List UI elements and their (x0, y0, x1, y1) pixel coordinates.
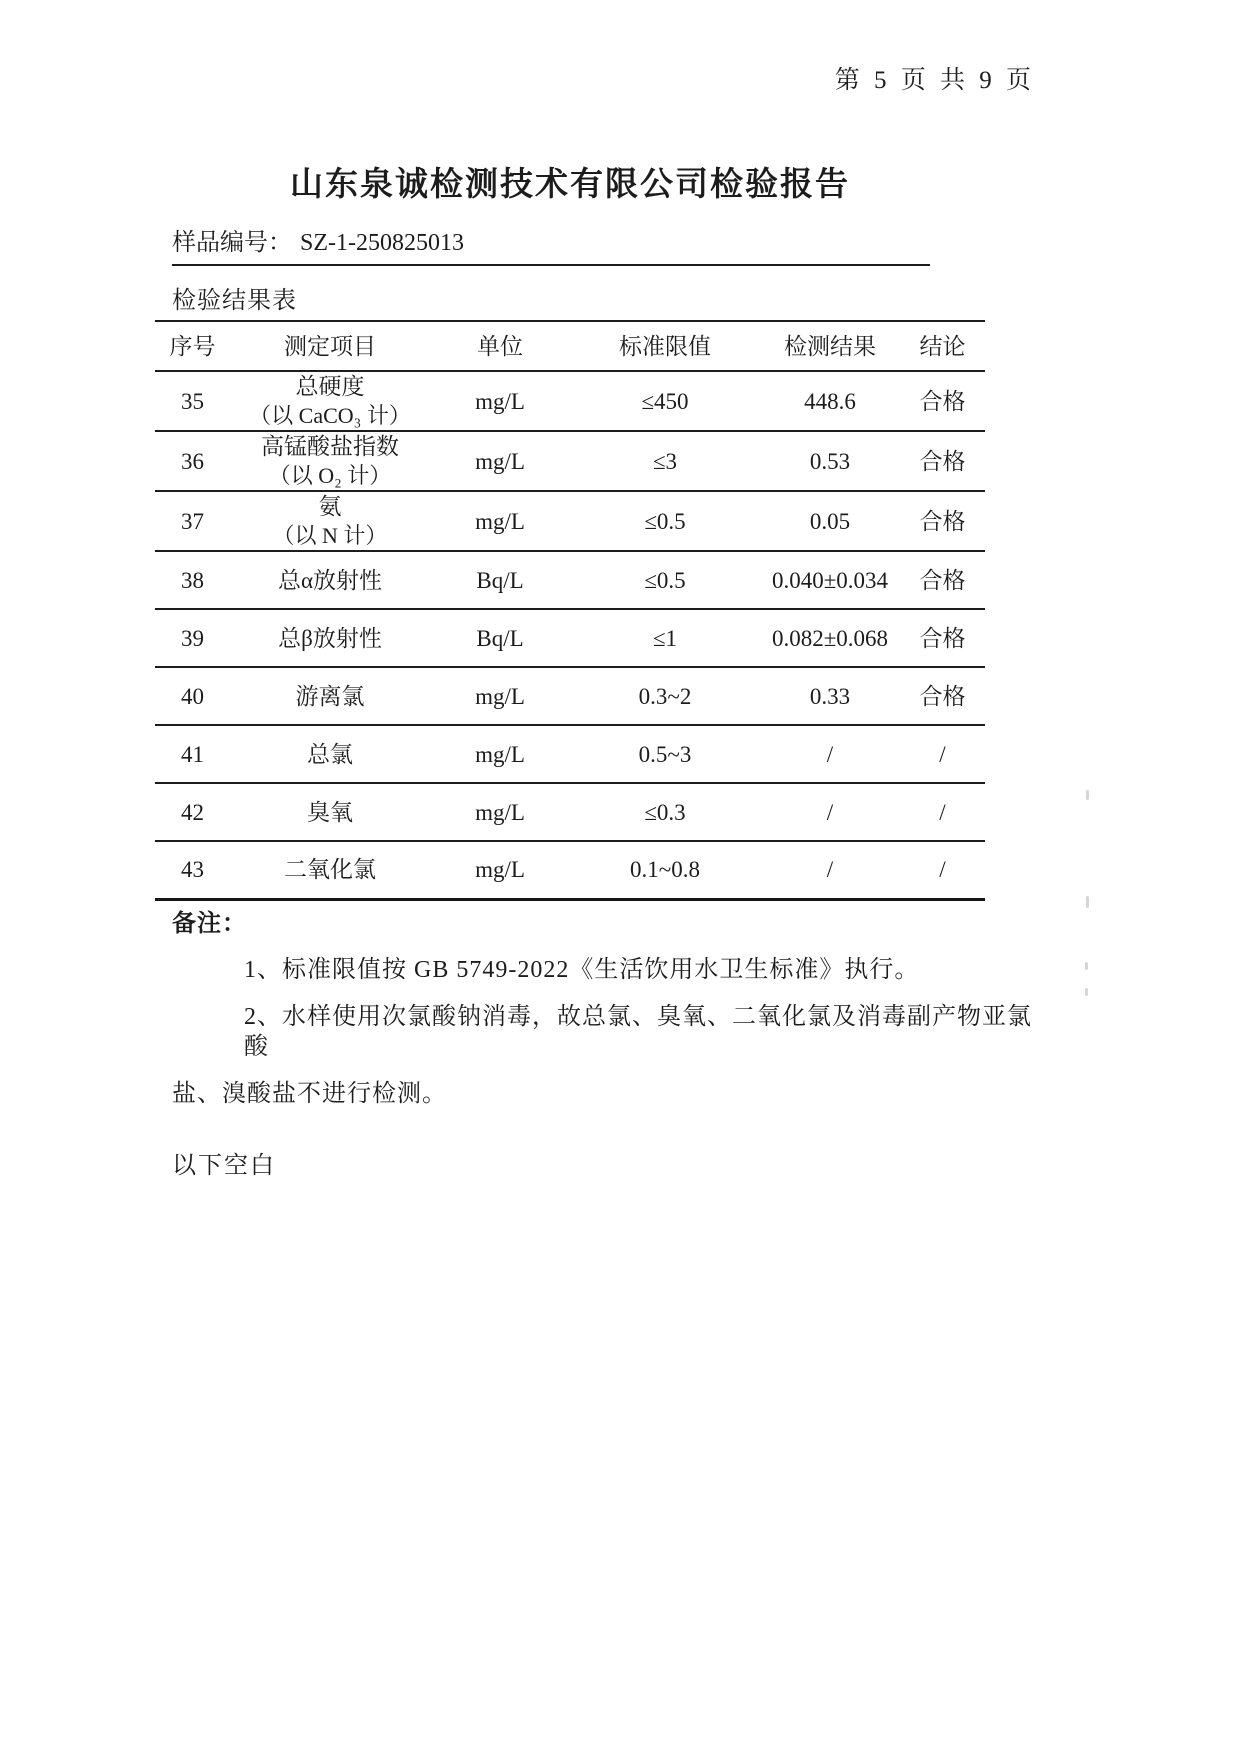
table-row (155, 783, 985, 841)
cell-result: 0.33 (760, 667, 900, 725)
cell-result: / (760, 841, 900, 899)
table-row (155, 491, 985, 551)
cell-seq: 40 (155, 667, 230, 725)
cell-seq: 42 (155, 783, 230, 841)
cell-seq: 41 (155, 725, 230, 783)
notes-label: 备注： (172, 911, 247, 937)
cell-result: / (760, 725, 900, 783)
table-row (155, 725, 985, 783)
cell-item: 总α放射性 (230, 551, 430, 609)
cell-seq: 38 (155, 551, 230, 609)
cell-result: 0.53 (760, 431, 900, 491)
cell-limit: 0.5~3 (570, 725, 760, 783)
cell-seq: 43 (155, 841, 230, 899)
cell-unit: mg/L (430, 491, 570, 551)
cell-conclusion: 合格 (900, 551, 985, 609)
cell-conclusion: 合格 (900, 609, 985, 667)
cell-seq: 35 (155, 371, 230, 431)
cell-conclusion: / (900, 725, 985, 783)
note-line-2: 2、水样使用次氯酸钠消毒，故总氯、臭氧、二氧化氯及消毒副产物亚氯酸 (244, 1004, 1032, 1060)
cell-seq: 37 (155, 491, 230, 551)
header-seq: 序号 (155, 321, 230, 371)
cell-conclusion: / (900, 783, 985, 841)
sample-number-label: 样品编号： (172, 230, 292, 256)
cell-limit: ≤3 (570, 431, 760, 491)
table-header-row (155, 321, 985, 371)
cell-limit: ≤0.5 (570, 491, 760, 551)
header-limit: 标准限值 (570, 321, 760, 371)
cell-result: 0.05 (760, 491, 900, 551)
cell-item (230, 491, 430, 551)
cell-item: 总β放射性 (230, 609, 430, 667)
item-line-1: 高锰酸盐指数 (261, 434, 399, 459)
scan-artifact (1086, 896, 1089, 908)
cell-unit: mg/L (430, 431, 570, 491)
item-line-2: （以 CaCO₃ 计） (249, 403, 411, 428)
item-line-1: 总硬度 (295, 374, 365, 399)
cell-conclusion: 合格 (900, 667, 985, 725)
cell-limit: ≤1 (570, 609, 760, 667)
cell-item: 臭氧 (230, 783, 430, 841)
cell-limit: 0.3~2 (570, 667, 760, 725)
cell-unit: mg/L (430, 841, 570, 899)
cell-result: 0.082±0.068 (760, 609, 900, 667)
item-line-2: （以 O₂ 计） (268, 463, 392, 488)
cell-limit: ≤450 (570, 371, 760, 431)
header-result: 检测结果 (760, 321, 900, 371)
results-table-title: 检验结果表 (172, 288, 297, 314)
scan-artifact (1085, 988, 1088, 996)
cell-conclusion: 合格 (900, 371, 985, 431)
report-title: 山东泉诚检测技术有限公司检验报告 (290, 167, 850, 203)
cell-item (230, 371, 430, 431)
cell-item: 总氯 (230, 725, 430, 783)
item-line-1: 氨 (318, 494, 342, 519)
cell-result: / (760, 783, 900, 841)
table-row (155, 371, 985, 431)
cell-unit: mg/L (430, 783, 570, 841)
sample-number-value: SZ-1-250825013 (300, 230, 464, 256)
cell-unit: mg/L (430, 725, 570, 783)
cell-unit: mg/L (430, 667, 570, 725)
page-number: 第 5 页 共 9 页 (834, 67, 1035, 94)
item-line-2: （以 N 计） (272, 523, 388, 548)
cell-unit: Bq/L (430, 551, 570, 609)
header-unit: 单位 (430, 321, 570, 371)
cell-limit: ≤0.5 (570, 551, 760, 609)
sample-number-line (172, 222, 930, 266)
note-line-3: 盐、溴酸盐不进行检测。 (172, 1081, 447, 1107)
scan-artifact (1086, 790, 1089, 800)
cell-item: 二氧化氯 (230, 841, 430, 899)
table-row (155, 841, 985, 899)
cell-unit: Bq/L (430, 609, 570, 667)
cell-item: 游离氯 (230, 667, 430, 725)
header-conclusion: 结论 (900, 321, 985, 371)
notes-section (172, 903, 1052, 1109)
cell-conclusion: 合格 (900, 431, 985, 491)
cell-item (230, 431, 430, 491)
cell-result: 0.040±0.034 (760, 551, 900, 609)
table-row (155, 551, 985, 609)
table-row (155, 667, 985, 725)
cell-seq: 39 (155, 609, 230, 667)
cell-limit: 0.1~0.8 (570, 841, 760, 899)
header-item: 测定项目 (230, 321, 430, 371)
cell-result: 448.6 (760, 371, 900, 431)
cell-conclusion: / (900, 841, 985, 899)
cell-conclusion: 合格 (900, 491, 985, 551)
table-row (155, 431, 985, 491)
cell-seq: 36 (155, 431, 230, 491)
table-row (155, 609, 985, 667)
cell-limit: ≤0.3 (570, 783, 760, 841)
cell-unit: mg/L (430, 371, 570, 431)
note-line-1: 1、标准限值按 GB 5749-2022《生活饮用水卫生标准》执行。 (244, 957, 920, 983)
results-table (155, 320, 985, 901)
scan-artifact (1085, 962, 1088, 970)
below-blank-marker: 以下空白 (172, 1153, 276, 1179)
